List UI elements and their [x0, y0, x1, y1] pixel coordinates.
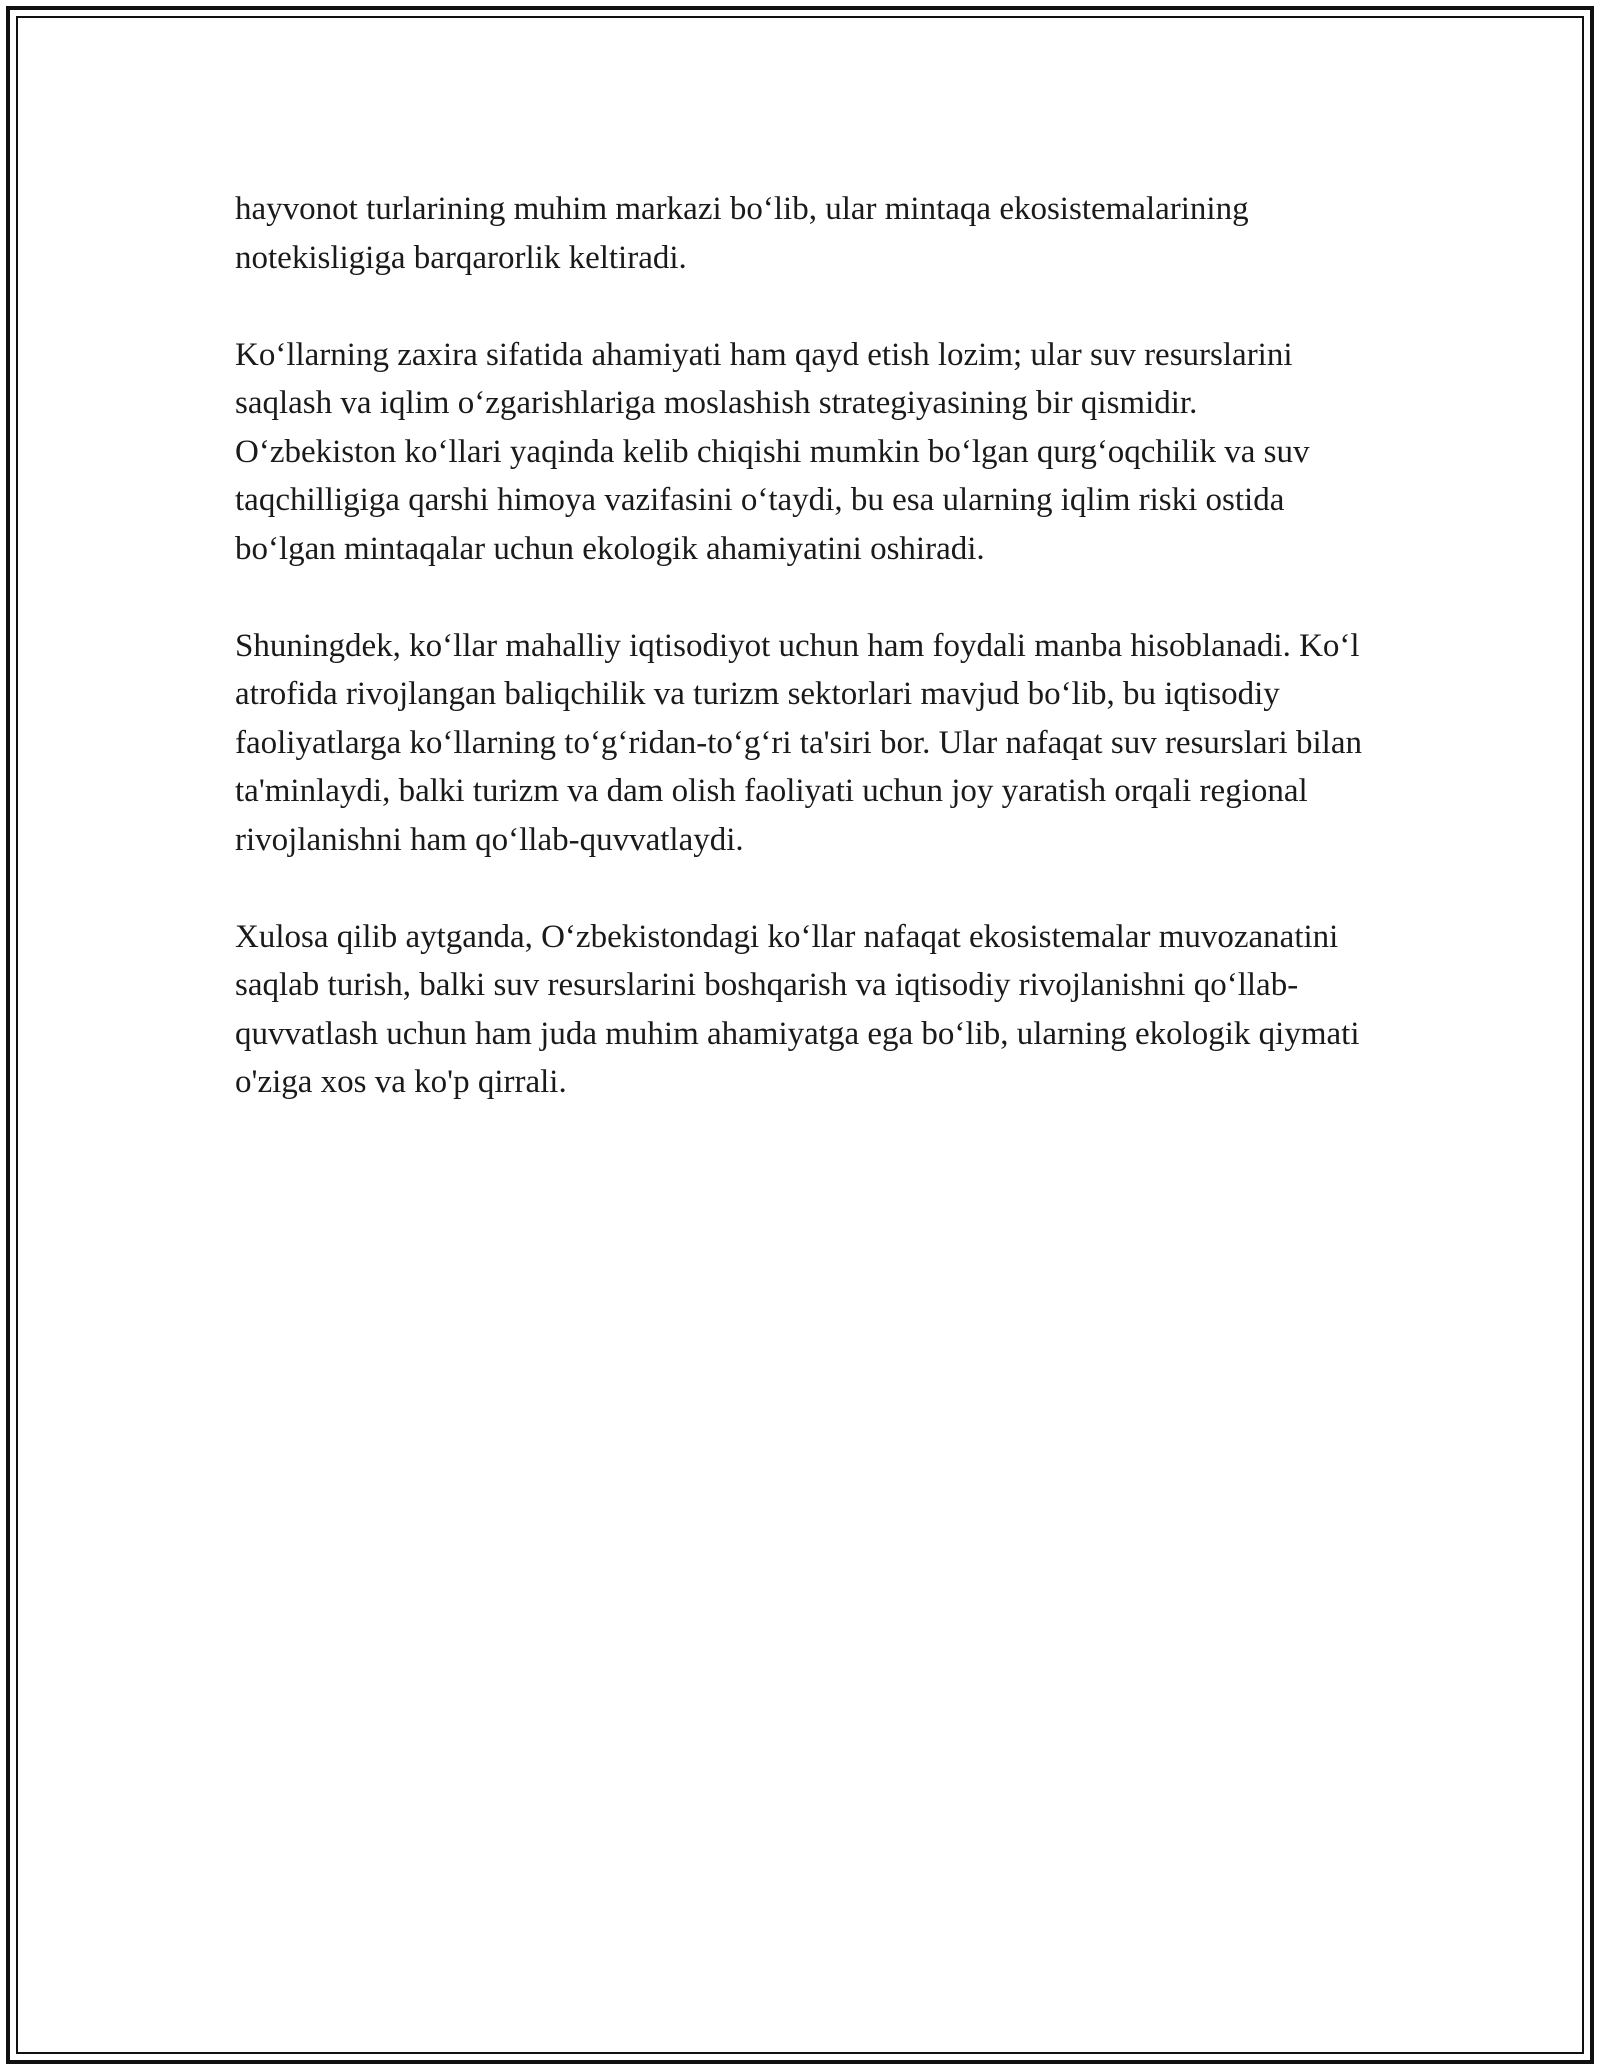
document-body — [235, 185, 1365, 1107]
paragraph-continuation: hayvonot turlarining muhim markazi bo‘lib, ular mintaqa ekosistemalarining notekisligiga barqarorlik keltiradi. — [235, 191, 1249, 276]
paragraph-local-economy: Shuningdek, ko‘llar mahalliy iqtisodiyot uchun ham foydali manba hisoblanadi. Ko‘l atrofida rivojlangan baliqchilik va turizm sektorlari mavjud bo‘lib, bu iqtisodiy faoliyatlarga ko‘llarning to‘g‘ridan-to‘g‘ri ta'siri bor. Ular nafaqat suv resurslari bilan ta'minlaydi, balki turizm va dam olish faoliyati uchun joy yaratish orqali regional rivojlanishni ham qo‘llab-quvvatlaydi. — [235, 627, 1362, 858]
paragraph-reserve-importance: Ko‘llarning zaxira sifatida ahamiyati ham qayd etish lozim; ular suv resurslarini saqlash va iqlim o‘zgarishlariga moslashish strategiyasining bir qismidir. O‘zbekiston ko‘llari yaqinda kelib chiqishi mumkin bo‘lgan qurg‘oqchilik va suv taqchilligiga qarshi himoya vazifasini o‘taydi, bu esa ularning iqlim riski ostida bo‘lgan mintaqalar uchun ekologik ahamiyatini oshiradi. — [235, 336, 1310, 567]
paragraph-conclusion: Xulosa qilib aytganda, O‘zbekistondagi ko‘llar nafaqat ekosistemalar muvozanatini saqlab turish, balki suv resurslarini boshqarish va iqtisodiy rivojlanishni qo‘llab-quvvatlash uchun ham juda muhim ahamiyatga ega bo‘lib, ularning ekologik qiymati o'ziga xos va ko'p qirrali. — [235, 918, 1360, 1100]
